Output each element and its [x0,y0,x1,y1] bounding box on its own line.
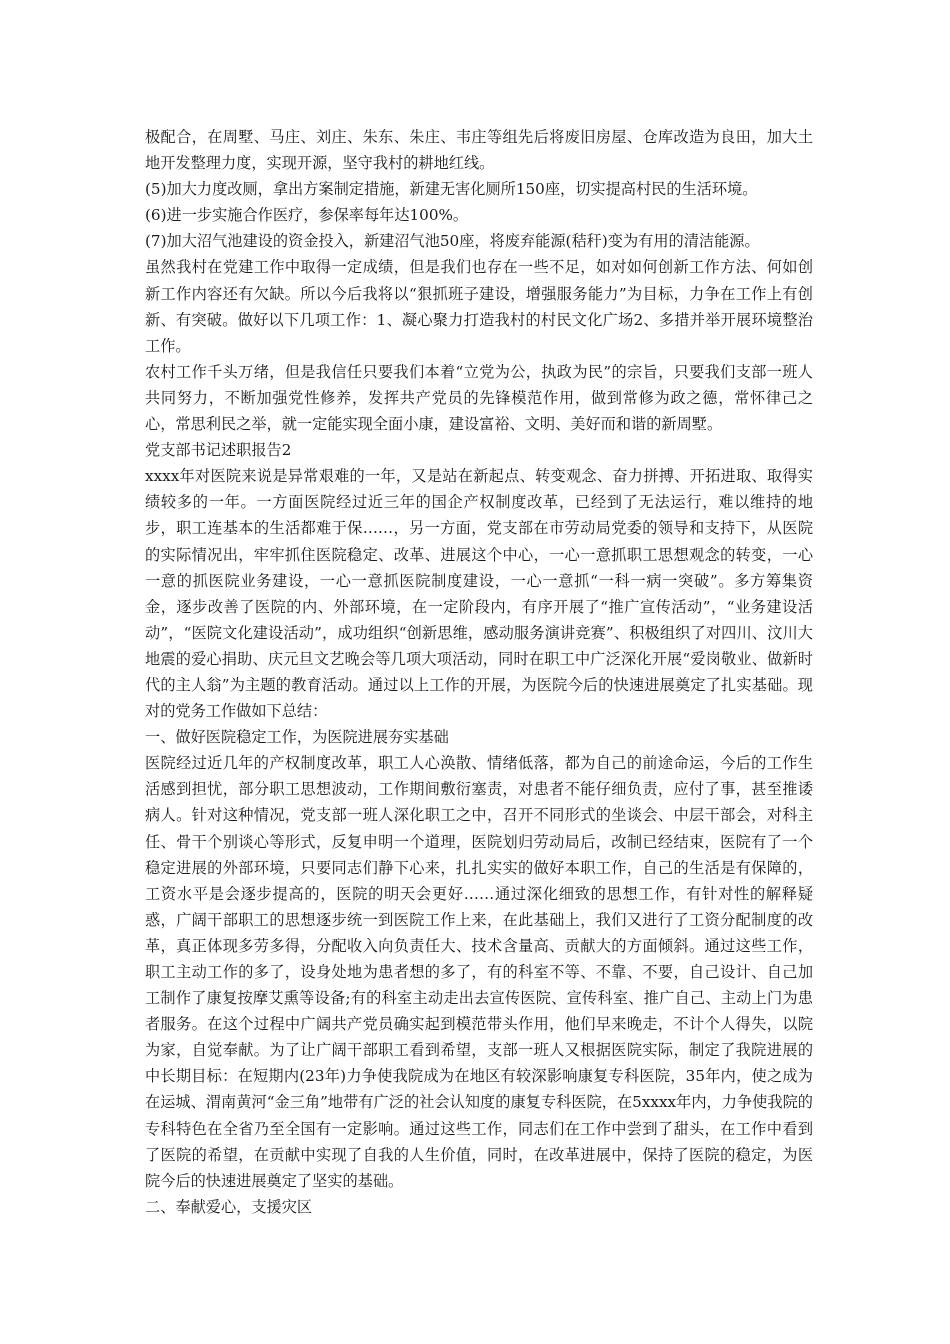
paragraph: 虽然我村在党建工作中取得一定成绩，但是我们也存在一些不足，如对如何创新工作方法、何如创新工作内容还有欠缺。所以今后我将以“狠抓班子建设，增强服务能力”为目标，力争在工作上有创新、有突破。做好以下几项工作：1、凝心聚力打造我村的村民文化广场2、多措并举开展环境整治工作。 [145,258,813,355]
paragraph: 医院经过近几年的产权制度改革，职工人心涣散、情绪低落，都为自己的前途命运，今后的工作生活感到担忧，部分职工思想波动，工作期间敷衍塞责，对患者不能仔细负责，应付了事，甚至推诿病人。针对这种情况，党支部一班人深化职工之中，召开不同形式的坐谈会、中层干部会，对科主任、骨干个别谈心等形式，反复申明一个道理，医院划归劳动局后，改制已经结束，医院有了一个稳定进展的外部环境，只要同志们静下心来，扎扎实实的做好本职工作，自己的生活是有保障的，工资水平是会逐步提高的，医院的明天会更好……通过深化细致的思想工作，有针对性的解释疑惑，广阔干部职工的思想逐步统一到医院工作上来，在此基础上，我们又进行了工资分配制度的改革，真正体现多劳多得，分配收入向负责任大、技术含量高、贡献大的方面倾斜。通过这些工作，职工主动工作的多了，设身处地为患者想的多了，有的科室不等、不靠、不要，自己设计、自己加工制作了康复按摩艾熏等设备;有的科室主动走出去宣传医院、宣传科室、推广自己、主动上门为患者服务。在这个过程中广阔共产党员确实起到模范带头作用，他们早来晚走，不计个人得失，以院为家，自觉奉献。为了让广阔干部职工看到希望，支部一班人又根据医院实际，制定了我院进展的中长期目标：在短期内(23年)力争使我院成为在地区有较深影响康复专科医院，35年内，使之成为在运城、渭南黄河“金三角”地带有广泛的社会认知度的康复专科医院，在5xxxx年内，力争使我院的专科特色在全省乃至全国有一定影响。通过这些工作，同志们在工作中尝到了甜头，在工作中看到了医院的希望，在贡献中实现了自我的人生价值，同时，在改革进展中，保持了医院的稳定，为医院今后的快速进展奠定了坚实的基础。 [145,754,813,1190]
paragraph: 农村工作千头万绪，但是我信任只要我们本着“立党为公，执政为民”的宗旨，只要我们支部一班人共同努力，不断加强党性修养，发挥共产党员的先锋模范作用，做到常修为政之德，常怀律己之心，常思利民之举，就一定能实现全面小康，建设富裕、文明、美好而和谐的新周墅。 [145,362,813,434]
section-heading: 二、奉献爱心，支援灾区 [145,1197,313,1216]
paragraph: (5)加大力度改厕，拿出方案制定措施，新建无害化厕所150座，切实提高村民的生活环境。 [145,180,758,199]
paragraph: xxxx年对医院来说是异常艰难的一年，又是站在新起点、转变观念、奋力拼搏、开拓进取、取得实绩较多的一年。一方面医院经过近三年的国企产权制度改革，已经到了无法运行，难以维持的地步，职工连基本的生活都难于保……，另一方面，党支部在市劳动局党委的领导和支持下，从医院的实际情况出，牢牢抓住医院稳定、改革、进展这个中心，一心一意抓职工思想观念的转变，一心一意的抓医院业务建设，一心一意抓医院制度建设，一心一意抓“一科一病一突破”。多方筹集资金，逐步改善了医院的内、外部环境，在一定阶段内，有序开展了“推广宣传活动”，“业务建设活动”，“医院文化建设活动”，成功组织“创新思维，感动服务演讲竞赛”、积极组织了对四川、汶川大地震的爱心捐助、庆元旦文艺晚会等几项大项活动，同时在职工中广泛深化开展“爱岗敬业、做新时代的主人翁”为主题的教育活动。通过以上工作的开展，为医院今后的快速进展奠定了扎实基础。现对的党务工作做如下总结： [145,467,813,721]
paragraph: 极配合，在周墅、马庄、刘庄、朱东、朱庄、韦庄等组先后将废旧房屋、仓库改造为良田，加大土地开发整理力度，实现开源，坚守我村的耕地红线。 [145,128,813,173]
document-body [145,124,813,1220]
section-heading: 一、做好医院稳定工作，为医院进展夯实基础 [145,728,449,747]
paragraph: (7)加大沼气池建设的资金投入，新建沼气池50座，将废弃能源(秸秆)变为有用的清洁能源。 [145,232,760,251]
section-title: 党支部书记述职报告2 [145,441,292,460]
paragraph: (6)进一步实施合作医疗，参保率每年达100%。 [145,206,469,225]
